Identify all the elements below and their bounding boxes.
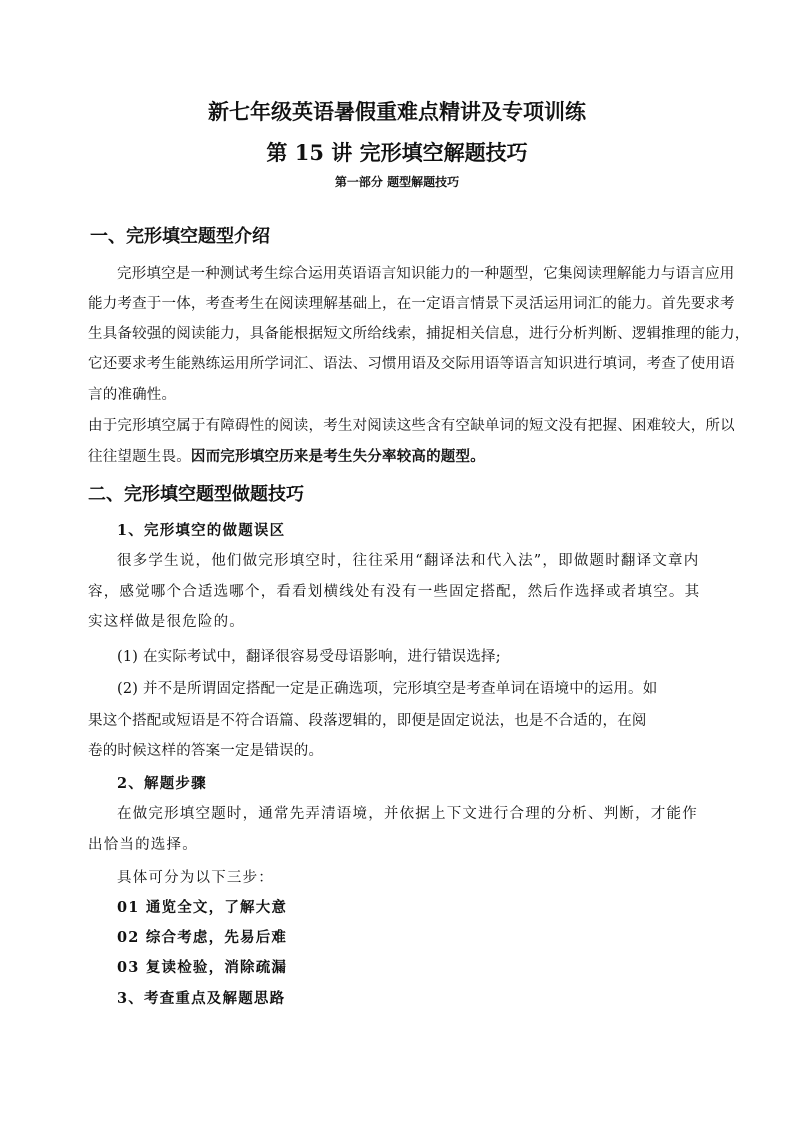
subsection-2-heading: 2、解题步骤 (117, 775, 207, 792)
section1-heading: 一、完形填空题型介绍 (90, 226, 270, 247)
subsection-1-heading: 1、完形填空的做题误区 (117, 522, 286, 539)
point-2-line: 卷的时候这样的答案一定是错误的。 (88, 743, 324, 759)
document-title: 新七年级英语暑假重难点精讲及专项训练 (208, 99, 586, 124)
step-item: 03 复读检验，消除疏漏 (117, 959, 288, 976)
step-item: 02 综合考虑，先易后难 (117, 929, 288, 946)
point-1: (1) 在实际考试中，翻译很容易受母语影响，进行错误选择; (117, 649, 501, 665)
section1-line: 它还要求考生能熟练运用所学词汇、语法、习惯用语及交际用语等语言知识进行填词，考查了使用语 (88, 356, 735, 372)
section1-line: 言的准确性。 (88, 387, 177, 403)
paragraph-line: 实这样做是很危险的。 (88, 614, 245, 630)
section1-line: 能力考查于一体，考查考生在阅读理解基础上，在一定语言情景下灵活运用词汇的能力。首先要求考 (88, 296, 735, 312)
section1-last-line-bold: 因而完形填空历来是考生失分率较高的题型。 (190, 448, 485, 465)
section1-line: 由于完形填空属于有障碍性的阅读，考生对阅读这些含有空缺单词的短文没有把握、困难较大，所以 (88, 418, 735, 434)
paragraph-line: 容，感觉哪个合适选哪个，看看划横线处有没有一些固定搭配，然后作选择或者填空。其 (88, 584, 701, 600)
part-subtitle: 第一部分 题型解题技巧 (334, 175, 460, 189)
section1-last-line-start: 往往望题生畏。 (88, 449, 191, 465)
paragraph-line: 在做完形填空题时，通常先弄清语境，并依据上下文进行合理的分析、判断，才能作 (117, 806, 698, 822)
section2-heading: 二、完形填空题型做题技巧 (88, 484, 304, 505)
step-item: 01 通览全文，了解大意 (117, 899, 288, 916)
section1-last-line (88, 445, 485, 466)
subsection-3-heading: 3、考查重点及解题思路 (117, 990, 286, 1007)
lecture-title: 第 15 讲 完形填空解题技巧 (266, 140, 528, 165)
section1-line: 完形填空是一种测试考生综合运用英语语言知识能力的一种题型，它集阅读理解能力与语言应用 (117, 266, 735, 282)
point-2-line: (2) 并不是所谓固定搭配一定是正确选项，完形填空是考查单词在语境中的运用。如 (117, 681, 658, 697)
paragraph-line: 很多学生说，他们做完形填空时，往往采用“翻译法和代入法”，即做题时翻译文章内 (117, 553, 700, 569)
steps-intro: 具体可分为以下三步： (117, 870, 274, 886)
section1-line: 生具备较强的阅读能力，具备能根据短文所给线索，捕捉相关信息，进行分析判断、逻辑推理的能力， (88, 326, 750, 342)
point-2-line: 果这个搭配或短语是不符合语篇、段落逻辑的，即便是固定说法，也是不合适的，在阅 (88, 713, 647, 729)
paragraph-line: 出恰当的选择。 (88, 837, 198, 853)
